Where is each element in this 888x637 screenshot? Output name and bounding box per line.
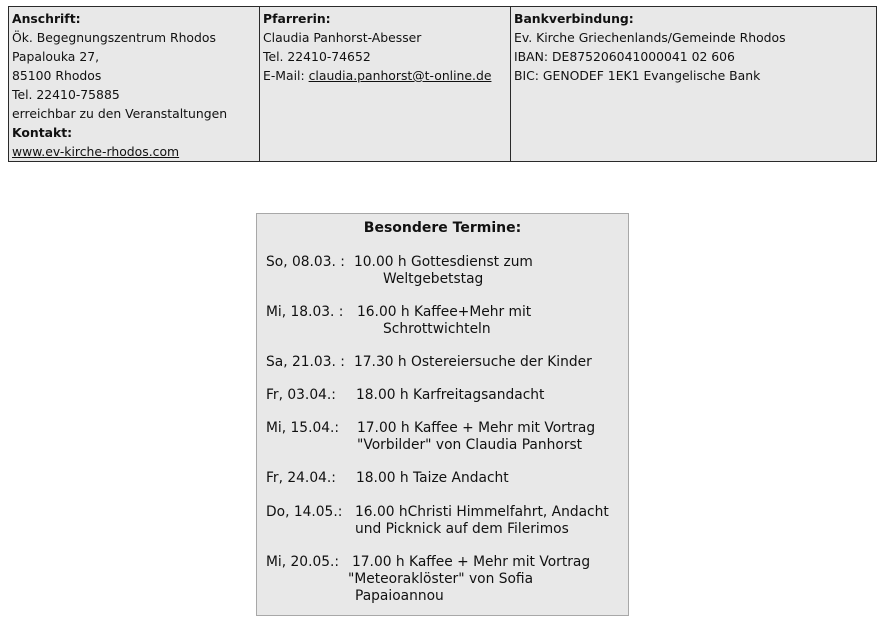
- address-line: erreichbar zu den Veranstaltungen: [12, 106, 228, 121]
- event-text: 17.30 h Ostereiersuche der Kinder: [354, 354, 592, 370]
- bank-heading: Bankverbindung:: [514, 11, 634, 26]
- event-date: Mi, 15.04.:: [266, 420, 340, 436]
- event-text: 16.00 h Kaffee+Mehr mit: [357, 304, 532, 320]
- event-date: Sa, 21.03. :: [266, 354, 345, 370]
- event-text: und Picknick auf dem Filerimos: [355, 521, 569, 537]
- event-text: Weltgebetstag: [383, 271, 484, 287]
- event-text: 17.00 h Kaffee + Mehr mit Vortrag: [357, 420, 596, 436]
- address-line: Papalouka 27,: [12, 49, 100, 64]
- pastor-phone: Tel. 22410-74652: [263, 49, 371, 64]
- event-text: 17.00 h Kaffee + Mehr mit Vortrag: [352, 554, 591, 570]
- special-dates-box: [256, 213, 629, 616]
- address-heading: Anschrift:: [12, 11, 81, 26]
- event-date: Do, 14.05.:: [266, 504, 343, 520]
- special-dates-title: Besondere Termine:: [363, 220, 522, 236]
- event-date: Fr, 24.04.:: [266, 470, 336, 486]
- event-text: 18.00 h Taize Andacht: [356, 470, 509, 486]
- address-line: Ök. Begegnungszentrum Rhodos: [12, 30, 216, 45]
- event-text: 10.00 h Gottesdienst zum: [354, 254, 533, 270]
- event-date: Mi, 20.05.:: [266, 554, 340, 570]
- event-text: Schrottwichteln: [383, 321, 491, 337]
- event-text: "Meteoraklöster" von Sofia: [348, 571, 534, 587]
- website-link[interactable]: www.ev-kirche-rhodos.com: [12, 144, 180, 159]
- email-label: E-Mail:: [263, 68, 309, 83]
- event-text: 16.00 hChristi Himmelfahrt, Andacht: [355, 504, 609, 520]
- address-line: Tel. 22410-75885: [12, 87, 120, 102]
- contact-info-table: [8, 6, 877, 162]
- pastor-name: Claudia Panhorst-Abesser: [263, 30, 422, 45]
- bank-iban: IBAN: DE875206041000041 02 606: [514, 49, 735, 64]
- event-date: So, 08.03. :: [266, 254, 345, 270]
- event-text: Papaioannou: [355, 588, 444, 604]
- address-cell: [9, 7, 260, 162]
- event-date: Mi, 18.03. :: [266, 304, 344, 320]
- event-text: "Vorbilder" von Claudia Panhorst: [357, 437, 583, 453]
- event-date: Fr, 03.04.:: [266, 387, 336, 403]
- bank-cell: [511, 7, 877, 162]
- pastor-cell: [260, 7, 511, 162]
- address-line: 85100 Rhodos: [12, 68, 102, 83]
- email-link[interactable]: claudia.panhorst@t-online.de: [308, 68, 492, 83]
- contact-heading: Kontakt:: [12, 125, 73, 140]
- bank-bic: BIC: GENODEF 1EK1 Evangelische Bank: [514, 68, 761, 83]
- event-text: 18.00 h Karfreitagsandacht: [356, 387, 545, 403]
- pastor-heading: Pfarrerin:: [263, 11, 331, 26]
- bank-name: Ev. Kirche Griechenlands/Gemeinde Rhodos: [514, 30, 786, 45]
